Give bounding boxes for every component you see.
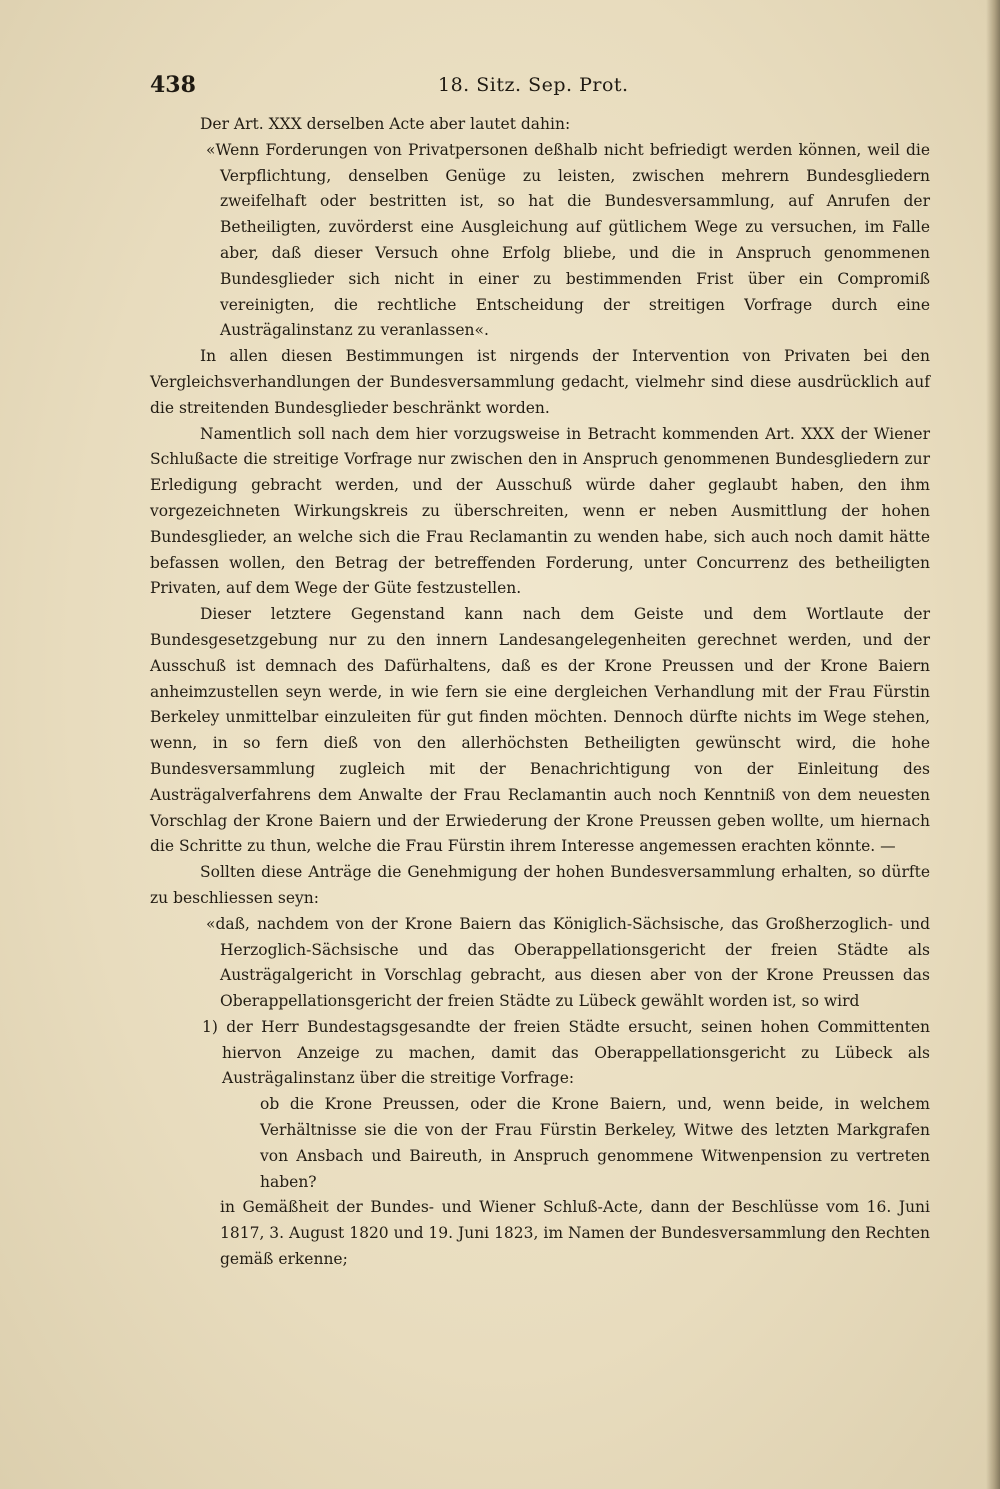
page-edge-shadow <box>986 0 1000 1489</box>
body-text <box>150 112 930 1273</box>
preliminary-question: ob die Krone Preussen, oder die Krone Baiern, und, wenn beide, in welchem Verhältnisse sie die von der Frau Fürstin Berkeley, Witwe des letzten Markgrafen von Ansbach und Baireuth, in Anspruch genommene Witwenpension zu vertreten haben? <box>260 1095 930 1191</box>
paragraph-intervention: In allen diesen Bestimmungen ist nirgends der Intervention von Privaten bei den Vergleichsverhandlungen der Bundesversammlung gedacht, vielmehr sind diese ausdrücklich auf die streitenden Bundesglieder beschränkt worden. <box>150 347 930 417</box>
paragraph-article-intro: Der Art. XXX derselben Acte aber lautet dahin: <box>200 115 571 133</box>
page-header <box>150 72 930 104</box>
running-head: 18. Sitz. Sep. Prot. <box>438 74 629 96</box>
paragraph-resolution-intro: Sollten diese Anträge die Genehmigung der hohen Bundesversammlung erhalten, so dürfte zu beschliessen seyn: <box>150 863 930 907</box>
resolution-item-1: 1) der Herr Bundestagsgesandte der freien Städte ersucht, seinen hohen Committenten hiervon Anzeige zu machen, damit das Oberappellationsgericht zu Lübeck als Austrägalinstanz über die streitige Vorfrage: <box>202 1017 930 1088</box>
page-number: 438 <box>150 72 196 98</box>
paragraph-legislation: Dieser letztere Gegenstand kann nach dem Geiste und dem Wortlaute der Bundesgesetzgebung nur zu den innern Landesangelegenheiten gerechnet werden, und der Ausschuß ist demnach des Dafürhaltens, daß es der Krone Preussen und der Krone Baiern anheimzustellen seyn werde, in wie fern sie eine dergleichen Verhandlung mit der Frau Fürstin Berkeley unmittelbar einzuleiten für gut finden möchten. Dennoch dürfte nichts im Wege stehen, wenn, in so fern dieß von den allerhöchsten Betheiligten gewünscht wird, die hohe Bundesversammlung zugleich mit der Benachrichtigung von der Einleitung des Austrägalverfahrens dem Anwalte der Frau Reclamantin auch noch Kenntniß von dem neuesten Vorschlag der Krone Baiern und der Erwiederung der Krone Preussen geben wollte, um hiernach die Schritte zu thun, welche die Frau Fürstin ihrem Interesse angemessen erachten könnte. — <box>150 605 930 856</box>
paragraph-vienna-act: Namentlich soll nach dem hier vorzugsweise in Betracht kommenden Art. XXX der Wiener Schlußacte die streitige Vorfrage nur zwischen den in Anspruch genommenen Bundesgliedern zur Erledigung gebracht werden, und der Ausschuß würde daher geglaubt haben, den ihm vorgezeichneten Wirkungskreis zu überschreiten, wenn er neben Ausmittlung der hohen Bundesglieder, an welche sich die Frau Reclamantin zu wenden habe, sich auch noch damit hätte befassen wollen, den Betrag der betreffenden Forderung, unter Concurrenz des betheiligten Privaten, auf dem Wege der Güte festzustellen. <box>150 424 930 598</box>
quote-resolution: «daß, nachdem von der Krone Baiern das Königlich-Sächsische, das Großherzoglich- und Herzoglich-Sächsische und das Oberappellationsgericht der freien Städte als Austrägalgericht in Vorschlag gebracht, aus diesen aber von der Krone Preussen das Oberappellationsgericht der freien Städte zu Lübeck gewählt worden ist, so wird <box>206 914 930 1011</box>
quote-article-xxx: «Wenn Forderungen von Privatpersonen deßhalb nicht befriedigt werden können, weil die Verpflichtung, denselben Genüge zu leisten, zwischen mehrern Bundesgliedern zweifelhaft oder bestritten ist, so hat die Bundesversammlung, auf Anrufen der Betheiligten, zuvörderst eine Ausgleichung auf gütlichem Wege zu versuchen, im Falle aber, daß dieser Versuch ohne Erfolg bliebe, und die in Anspruch genommenen Bundesglieder sich nicht in einer zu bestimmenden Frist über ein Compromiß vereinigten, die rechtliche Entscheidung der streitigen Vorfrage durch eine Austrägalinstanz zu veranlassen«. <box>206 140 930 340</box>
resolution-continuation: in Gemäßheit der Bundes- und Wiener Schluß-Acte, dann der Beschlüsse vom 16. Juni 1817, 3. August 1820 und 19. Juni 1823, im Namen der Bundesversammlung den Rechten gemäß erkenne; <box>220 1198 930 1269</box>
